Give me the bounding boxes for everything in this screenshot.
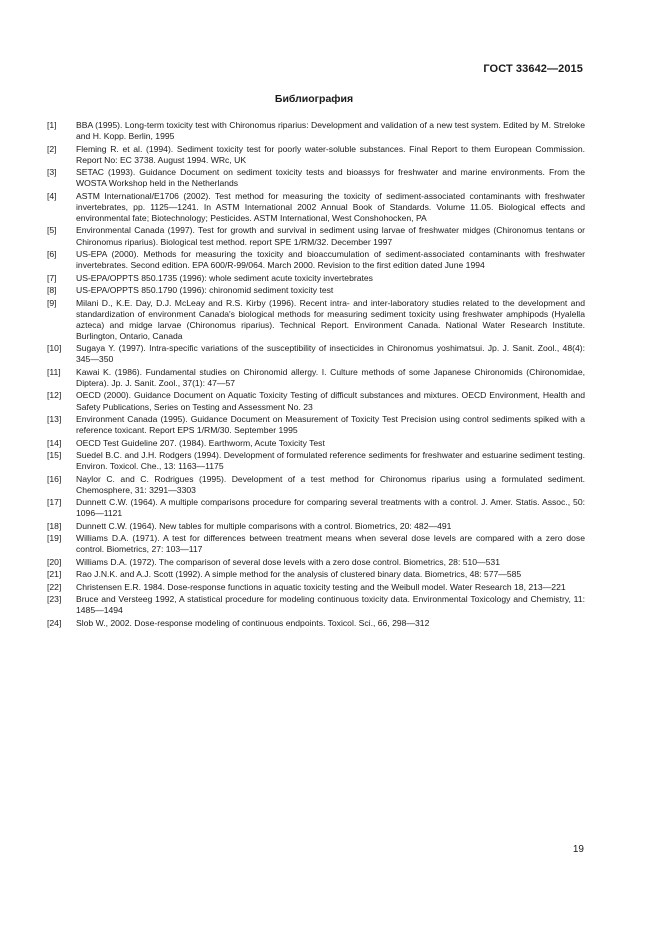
reference-text: Williams D.A. (1972). The comparison of several dose levels with a zero dose control. Biometrics, 28: 510—531 [76,556,500,567]
reference-text: ASTM International/E1706 (2002). Test method for measuring the toxicity of sediment-associated contaminants with freshwater invertebrates, pp. 1125—1241. In ASTM International 2002 Annual Book of Standards. Volume 11.05. Biological effects and environmental fate; Biotechnology; Pesticides. ASTM International, West Conshohocken, PA [76,190,585,223]
reference-text: Naylor C. and C. Rodrigues (1995). Development of a test method for Chironomus riparius using a formulated sediment. Chemosphere, 31: 3291—3303 [76,473,585,495]
reference-number: [16] [47,473,62,484]
reference-number: [18] [47,520,62,531]
reference-number: [10] [47,343,62,354]
reference-number: [6] [47,248,57,259]
reference-item [47,618,585,629]
reference-number: [9] [47,297,57,308]
reference-item [47,225,585,247]
reference-text: Milani D., K.E. Day, D.J. McLeay and R.S. Kirby (1996). Recent intra- and inter-laboratory studies related to the development and standardization of environment Canada's biological methods for measuring sediment toxicity using freshwater amphipods (Hyalella azteca) and midge larvae (Chironomus riparius). Technical Report. Environment Canada. National Water Research Institute. Burlington, Ontario, Canada [76,297,585,341]
reference-number: [3] [47,167,57,178]
reference-number: [14] [47,437,62,448]
reference-text: BBA (1995). Long-term toxicity test with Chironomus riparius: Development and validation of a new test system. Edited by M. Streloke and H. Kopp. Berlin, 1995 [76,120,585,142]
reference-text: Kawai K. (1986). Fundamental studies on Chironomid allergy. I. Culture methods of some Japanese Chironomids (Chironomidae, Diptera). Jp. J. Sanit. Zool., 37(1): 47—57 [76,366,585,388]
reference-number: [13] [47,414,62,425]
reference-number: [19] [47,533,62,544]
standard-code-header: ГОСТ 33642—2015 [483,63,583,75]
reference-number: [2] [47,143,57,154]
reference-text: Environment Canada (1995). Guidance Document on Measurement of Toxicity Test Precision using control sediments spiked with a reference toxicant. Report EPS 1/RM/30. September 1995 [76,414,585,436]
reference-item [47,343,585,365]
reference-item [47,414,585,436]
reference-item [47,497,585,519]
reference-text: Bruce and Versteeg 1992, A statistical procedure for modeling continuous toxicity data. Environmental Toxicology and Chemistry, 11: 1485—1494 [76,594,585,616]
reference-number: [15] [47,450,62,461]
reference-item [47,569,585,580]
reference-item [47,249,585,271]
reference-list [47,120,585,630]
reference-number: [8] [47,285,57,296]
reference-number: [1] [47,120,57,130]
reference-text: Dunnett C.W. (1964). A multiple comparisons procedure for comparing several treatments with a control. J. Amer. Statis. Assoc., 50: 1096—1121 [76,497,585,519]
reference-item [47,298,585,342]
reference-item [47,144,585,166]
reference-text: US-EPA/OPPTS 850.1790 (1996): chironomid sediment toxicity test [76,285,334,296]
reference-item [47,120,585,142]
reference-number: [24] [47,617,62,628]
reference-text: Sugaya Y. (1997). Intra-specific variations of the susceptibility of insecticides in Chironomus yoshimatsui. Jp. J. Sanit. Zool., 48(4): 345—350 [76,343,585,365]
reference-number: [11] [47,366,61,377]
reference-number: [22] [47,581,62,592]
page-number: 19 [572,844,584,855]
reference-text: Williams D.A. (1971). A test for differences between treatment means when several dose levels are compared with a zero dose control. Biometrics, 27: 103—117 [76,533,585,555]
reference-number: [12] [47,390,62,401]
reference-text: Slob W., 2002. Dose-response modeling of continuous endpoints. Toxicol. Sci., 66, 298—312 [76,617,430,628]
reference-text: OECD Test Guideline 207. (1984). Earthworm, Acute Toxicity Test [76,437,325,448]
reference-item [47,285,585,296]
reference-text: SETAC (1993). Guidance Document on sediment toxicity tests and bioassys for freshwater and marine environments. From the WOSTA Workshop held in the Netherlands [76,167,585,189]
reference-item [47,582,585,593]
reference-text: US-EPA/OPPTS 850.1735 (1996): whole sediment acute toxicity invertebrates [76,272,373,283]
reference-text: OECD (2000). Guidance Document on Aquatic Toxicity Testing of difficult substances and mixtures. OECD Environment, Health and Safety Publications, Series on Testing and Assessment No. 23 [76,390,585,412]
reference-text: Dunnett C.W. (1964). New tables for multiple comparisons with a control. Biometrics, 20: 482—491 [76,520,452,531]
reference-item [47,594,585,616]
reference-item [47,557,585,568]
reference-item [47,273,585,284]
bibliography-title: Библиография [274,93,354,105]
reference-item [47,474,585,496]
reference-number: [4] [47,190,57,201]
reference-number: [7] [47,272,57,283]
reference-number: [20] [47,556,62,567]
reference-item [47,191,585,224]
reference-number: [23] [47,594,62,605]
reference-number: [21] [47,569,62,580]
reference-item [47,438,585,449]
reference-text: US-EPA (2000). Methods for measuring the toxicity and bioaccumulation of sediment-associated contaminants with freshwater invertebrates. Second edition. EPA 600/R-99/064. March 2000. Revision to the first edition dated June 1994 [76,248,585,271]
reference-item [47,450,585,472]
reference-text: Rao J.N.K. and A.J. Scott (1992). A simple method for the analysis of clustered binary data. Biometrics, 48: 577—585 [76,569,522,580]
reference-item [47,533,585,555]
reference-item [47,167,585,189]
reference-number: [17] [47,497,62,508]
reference-text: Environmental Canada (1997). Test for growth and survival in sediment using larvae of freshwater midges (Chironomus tentans or Chironomus riparius). Biological test method. report SPE 1/RM/32. December 1997 [76,225,585,247]
reference-item [47,390,585,412]
reference-text: Christensen E.R. 1984. Dose-response functions in aquatic toxicity testing and the Weibull model. Water Research 18, 213—221 [76,581,566,592]
reference-item [47,367,585,389]
reference-text: Suedel B.C. and J.H. Rodgers (1994). Development of formulated reference sediments for freshwater and estuarine sediment testing. Environ. Toxicol. Che., 13: 1163—1175 [76,450,585,472]
reference-item [47,521,585,532]
reference-number: [5] [47,225,57,236]
reference-text: Fleming R. et al. (1994). Sediment toxicity test for poorly water-soluble substances. Final Report to them European Commission. Report No: EC 3738. August 1994. WRc, UK [76,143,585,165]
